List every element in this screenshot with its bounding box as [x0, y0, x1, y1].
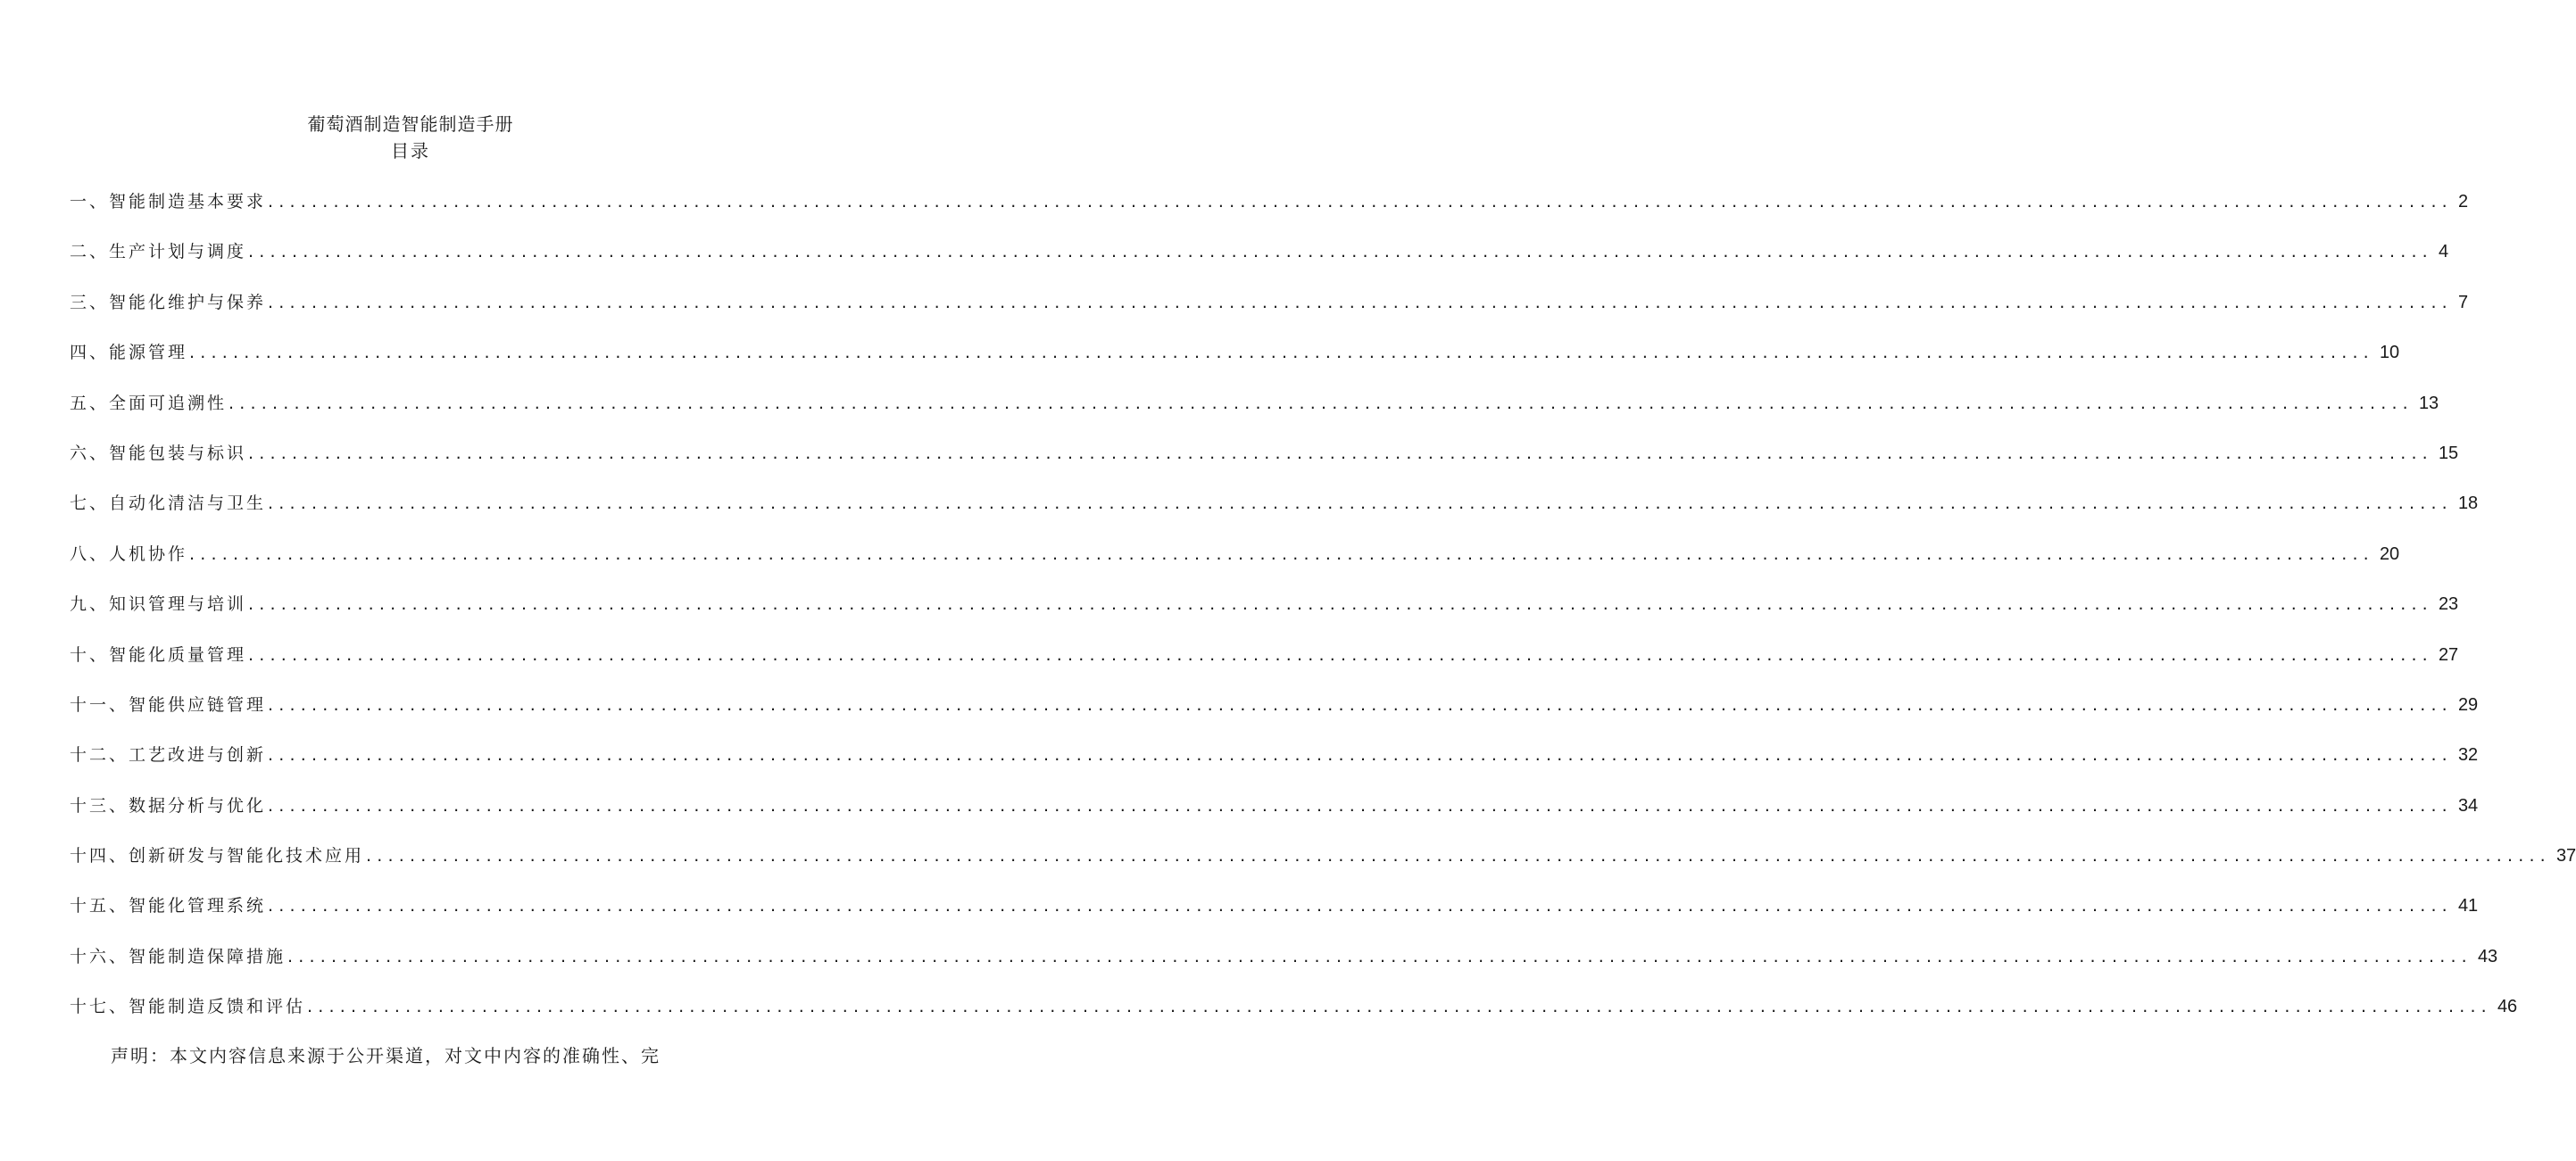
- toc-entry-label: 十、智能化质量管理: [70, 644, 247, 665]
- toc-entry[interactable]: [70, 189, 2469, 239]
- toc-entry-label: 四、能源管理: [70, 343, 188, 363]
- toc-dot-leader: ........................................................................................................................................................................................................: [268, 694, 2453, 715]
- toc-entry-label: 十三、数据分析与优化: [70, 795, 267, 816]
- toc-entry-label: 十二、工艺改进与创新: [70, 745, 267, 766]
- toc-entry-label: 八、人机协作: [70, 543, 188, 564]
- toc-entry[interactable]: [70, 692, 2479, 742]
- toc-dot-leader: ........................................................................................................................................................................................................: [366, 846, 2551, 867]
- toc-entry-page-number: 10: [2379, 343, 2400, 363]
- toc-entry[interactable]: [70, 793, 2479, 843]
- toc-entry-page-number: 29: [2457, 694, 2479, 715]
- toc-entry-label: 五、全面可追溯性: [70, 393, 228, 413]
- toc-entry-label: 十六、智能制造保障措施: [70, 946, 287, 966]
- toc-entry-page-number: 41: [2457, 896, 2479, 916]
- toc-dot-leader: ........................................................................................................................................................................................................: [248, 242, 2433, 262]
- document-title: 葡萄酒制造智能制造手册: [307, 113, 514, 135]
- toc-entry[interactable]: [70, 944, 2498, 994]
- toc-entry-page-number: 27: [2438, 644, 2459, 665]
- toc-entry-page-number: 2: [2457, 192, 2469, 211]
- toc-entry-page-number: 18: [2457, 493, 2479, 514]
- toc-entry[interactable]: [70, 391, 2439, 441]
- toc-dot-leader: ........................................................................................................................................................................................................: [268, 896, 2453, 916]
- toc-entry[interactable]: [70, 239, 2449, 289]
- toc-heading: 目录: [391, 140, 430, 162]
- toc-entry-label: 六、智能包装与标识: [70, 443, 247, 463]
- toc-entry[interactable]: [70, 643, 2459, 692]
- toc-entry[interactable]: [70, 441, 2459, 491]
- toc-entry-page-number: 32: [2457, 745, 2479, 766]
- toc-entry[interactable]: [70, 742, 2479, 792]
- toc-entry-label: 十一、智能供应链管理: [70, 694, 267, 715]
- toc-dot-leader: ........................................................................................................................................................................................................: [268, 192, 2453, 211]
- toc-dot-leader: ........................................................................................................................................................................................................: [189, 543, 2374, 564]
- toc-entry[interactable]: [70, 994, 2518, 1044]
- toc-entry-label: 七、自动化清洁与卫生: [70, 493, 267, 514]
- disclaimer-text: 声明：本文内容信息来源于公开渠道，对文中内容的准确性、完: [111, 1045, 661, 1066]
- toc-dot-leader: ........................................................................................................................................................................................................: [248, 594, 2433, 615]
- table-of-contents: [70, 189, 2576, 1045]
- toc-dot-leader: ........................................................................................................................................................................................................: [307, 997, 2492, 1017]
- toc-entry[interactable]: [70, 290, 2469, 340]
- toc-entry-label: 十四、创新研发与智能化技术应用: [70, 846, 365, 867]
- toc-entry[interactable]: [70, 491, 2479, 541]
- toc-entry-page-number: 13: [2418, 393, 2439, 413]
- toc-dot-leader: ........................................................................................................................................................................................................: [229, 393, 2414, 413]
- toc-entry-page-number: 15: [2438, 443, 2459, 463]
- toc-entry[interactable]: [70, 843, 2576, 893]
- toc-dot-leader: ........................................................................................................................................................................................................: [268, 292, 2453, 312]
- toc-entry[interactable]: [70, 542, 2400, 592]
- toc-dot-leader: ........................................................................................................................................................................................................: [248, 443, 2433, 463]
- toc-entry-page-number: 34: [2457, 795, 2479, 816]
- toc-entry[interactable]: [70, 893, 2479, 943]
- toc-entry-page-number: 46: [2497, 997, 2518, 1017]
- toc-dot-leader: ........................................................................................................................................................................................................: [248, 644, 2433, 665]
- toc-dot-leader: ........................................................................................................................................................................................................: [189, 343, 2374, 363]
- toc-entry-page-number: 23: [2438, 594, 2459, 615]
- toc-entry[interactable]: [70, 340, 2400, 390]
- toc-entry-page-number: 4: [2438, 242, 2449, 262]
- toc-entry-label: 一、智能制造基本要求: [70, 192, 267, 211]
- toc-entry-page-number: 37: [2555, 846, 2576, 867]
- toc-entry-page-number: 20: [2379, 543, 2400, 564]
- toc-entry-label: 十七、智能制造反馈和评估: [70, 997, 306, 1017]
- toc-dot-leader: ........................................................................................................................................................................................................: [268, 795, 2453, 816]
- toc-dot-leader: ........................................................................................................................................................................................................: [268, 745, 2453, 766]
- toc-dot-leader: ........................................................................................................................................................................................................: [268, 493, 2453, 514]
- toc-entry-label: 二、生产计划与调度: [70, 242, 247, 262]
- toc-entry-label: 三、智能化维护与保养: [70, 292, 267, 312]
- toc-dot-leader: ........................................................................................................................................................................................................: [287, 946, 2472, 966]
- toc-entry-label: 九、知识管理与培训: [70, 594, 247, 615]
- toc-entry[interactable]: [70, 592, 2459, 642]
- toc-entry-page-number: 7: [2457, 292, 2469, 312]
- toc-entry-label: 十五、智能化管理系统: [70, 896, 267, 916]
- toc-entry-page-number: 43: [2477, 946, 2498, 966]
